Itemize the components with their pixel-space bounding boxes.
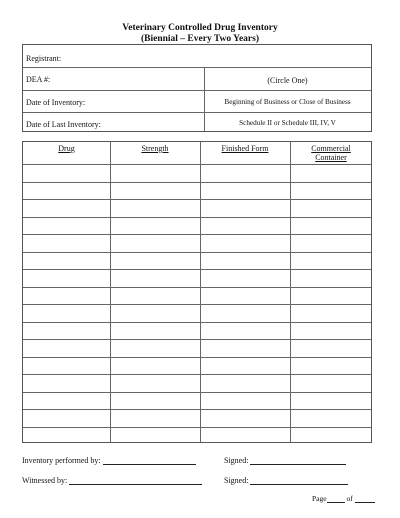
info-divider [23, 67, 371, 68]
signed-field-1[interactable] [250, 464, 346, 465]
table-row-line [23, 199, 371, 200]
signed-label-2: Signed: [224, 476, 249, 485]
info-box [22, 44, 372, 132]
schedule-options[interactable]: Schedule II or Schedule III, IV, V [239, 119, 336, 127]
signed-field-2[interactable] [250, 484, 348, 485]
header-drug: Drug [58, 144, 75, 153]
table-row-line [23, 182, 371, 183]
header-strength: Strength [141, 144, 169, 153]
info-divider [23, 90, 371, 91]
table-row-line [23, 287, 371, 288]
table-row-line [23, 339, 371, 340]
page-number-line [312, 494, 375, 503]
form-title-line1: Veterinary Controlled Drug Inventory [122, 23, 278, 33]
witnessed-by-line [22, 476, 202, 485]
inventory-table [22, 141, 372, 443]
performed-by-line [22, 456, 196, 465]
table-row-line [23, 392, 371, 393]
info-divider [23, 112, 371, 113]
of-label: of [346, 494, 353, 503]
column-divider [290, 142, 291, 442]
table-row-line [23, 217, 371, 218]
signed-label-1: Signed: [224, 456, 249, 465]
registrant-label: Registrant: [26, 54, 62, 63]
table-row-line [23, 322, 371, 323]
performed-by-label: Inventory performed by: [22, 456, 101, 465]
form-title-line2: (Biennial – Every Two Years) [140, 34, 260, 44]
table-row-line [23, 427, 371, 428]
table-row-line [23, 374, 371, 375]
dea-label: DEA #: [26, 75, 51, 84]
header-commercial-container: Commercial Container [311, 144, 351, 162]
date-of-inventory-label: Date of Inventory: [26, 98, 86, 107]
table-row-line [23, 409, 371, 410]
table-row-line [23, 164, 371, 165]
business-options[interactable]: Beginning of Business or Close of Business [224, 98, 351, 106]
header-finished-form: Finished Form [221, 144, 269, 153]
table-row-line [23, 357, 371, 358]
performed-by-field[interactable] [103, 464, 196, 465]
table-row-line [23, 252, 371, 253]
page-label: Page [312, 494, 327, 503]
witnessed-by-field[interactable] [69, 484, 202, 485]
date-of-last-inventory-label: Date of Last Inventory: [26, 120, 101, 129]
signed-line-1 [224, 456, 346, 465]
page-field[interactable] [327, 502, 345, 503]
circle-one-note: (Circle One) [267, 76, 308, 85]
signed-line-2 [224, 476, 348, 485]
witnessed-by-label: Witnessed by: [22, 476, 68, 485]
form-title [0, 23, 400, 45]
column-divider [200, 142, 201, 442]
column-divider [110, 142, 111, 442]
table-row-line [23, 304, 371, 305]
table-row-line [23, 234, 371, 235]
page-total-field[interactable] [355, 502, 375, 503]
table-row-line [23, 269, 371, 270]
